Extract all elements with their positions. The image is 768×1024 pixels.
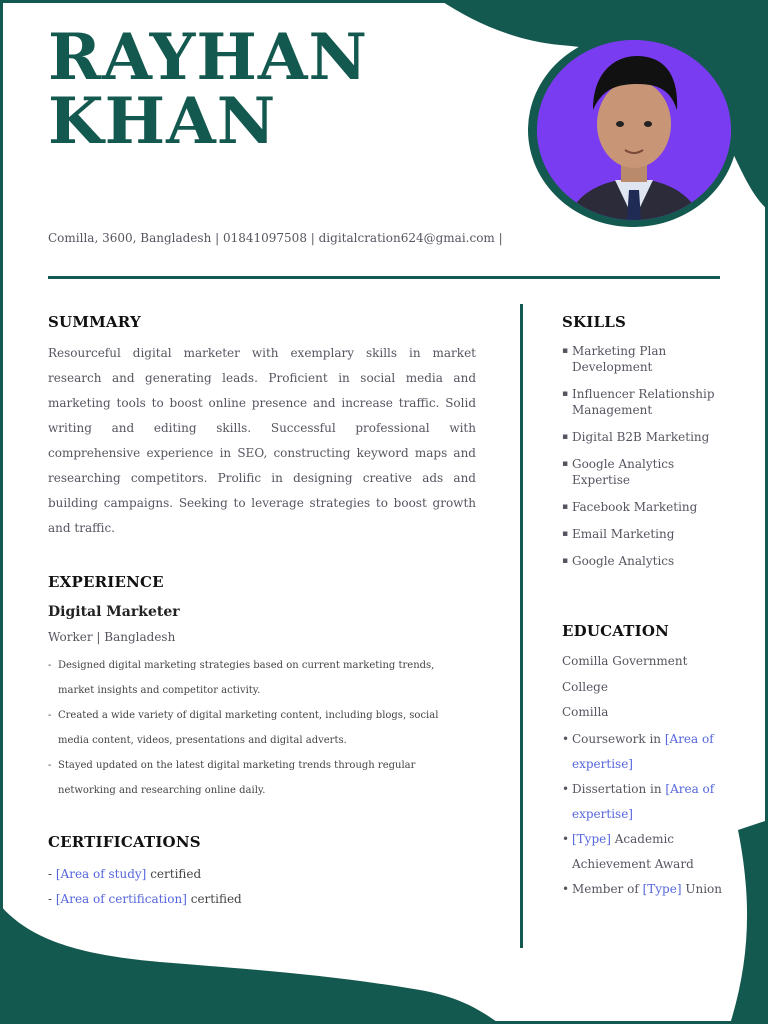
list-item: ▪ Email Marketing	[562, 526, 722, 542]
list-item: ▪ Digital B2B Marketing	[562, 429, 722, 445]
contact-line: Comilla, 3600, Bangladesh | 01841097508 | digitalcration624@gmai.com |	[48, 231, 503, 245]
list-item: - [Area of study] certified	[48, 867, 202, 881]
list-item: ▪ Facebook Marketing	[562, 499, 722, 515]
certifications-heading: CERTIFICATIONS	[48, 833, 201, 851]
certifications-list	[48, 862, 242, 912]
summary-text: Resourceful digital marketer with exemplary skills in market research and generating leads. Proficient in social media and marketing tools to boost online presence and increase traffic. Solid writing and editing skills. Successful professional with comprehensive experience in SEO, constructing keyword maps and researching competitors. Prolific in designing creative ads and building campaigns. Seeking to leverage strategies to boost growth and traffic.	[48, 346, 476, 535]
first-name: RAYHAN	[48, 20, 368, 95]
profile-photo	[537, 40, 731, 220]
list-item: ▪ Google Analytics Expertise	[562, 456, 722, 488]
last-name: KHAN	[48, 84, 277, 159]
skills-heading: SKILLS	[562, 313, 627, 331]
person-avatar-icon	[537, 40, 731, 220]
list-item: - Stayed updated on the latest digital marketing trends through regular networking and researching online daily.	[48, 753, 468, 803]
experience-heading: EXPERIENCE	[48, 573, 164, 591]
list-item: • Coursework in [Area of expertise]	[562, 727, 732, 777]
placeholder-text: [Area of expertise]	[572, 732, 714, 771]
skills-list	[562, 343, 722, 580]
education-school: Comilla Government	[562, 654, 688, 668]
list-item: • Dissertation in [Area of expertise]	[562, 777, 732, 827]
job-meta: Worker | Bangladesh	[48, 630, 176, 644]
candidate-name	[48, 20, 368, 159]
list-item: • Member of [Type] Union	[562, 877, 732, 902]
education-heading: EDUCATION	[562, 622, 670, 640]
placeholder-text: [Type]	[642, 882, 682, 896]
summary-heading: SUMMARY	[48, 313, 141, 331]
list-item: • [Type] Academic Achievement Award	[562, 827, 732, 877]
placeholder-text: [Area of certification]	[55, 892, 187, 906]
header-divider	[48, 276, 720, 279]
list-item: ▪ Marketing Plan Development	[562, 343, 722, 375]
placeholder-text: [Area of study]	[55, 867, 147, 881]
column-divider	[520, 304, 523, 948]
list-item: ▪ Influencer Relationship Management	[562, 386, 722, 418]
education-school-type: College	[562, 680, 608, 694]
list-item: - Designed digital marketing strategies based on current marketing trends, market insights and competitor activity.	[48, 653, 468, 703]
placeholder-text: [Type]	[572, 832, 611, 846]
job-title: Digital Marketer	[48, 604, 180, 620]
list-item: - [Area of certification] certified	[48, 892, 242, 906]
education-list	[562, 727, 732, 902]
education-location: Comilla	[562, 705, 609, 719]
list-item: ▪ Google Analytics	[562, 553, 722, 569]
placeholder-text: [Area of expertise]	[572, 782, 715, 821]
experience-bullets	[48, 653, 468, 803]
list-item: - Created a wide variety of digital marketing content, including blogs, social media content, videos, presentations and digital adverts.	[48, 703, 468, 753]
